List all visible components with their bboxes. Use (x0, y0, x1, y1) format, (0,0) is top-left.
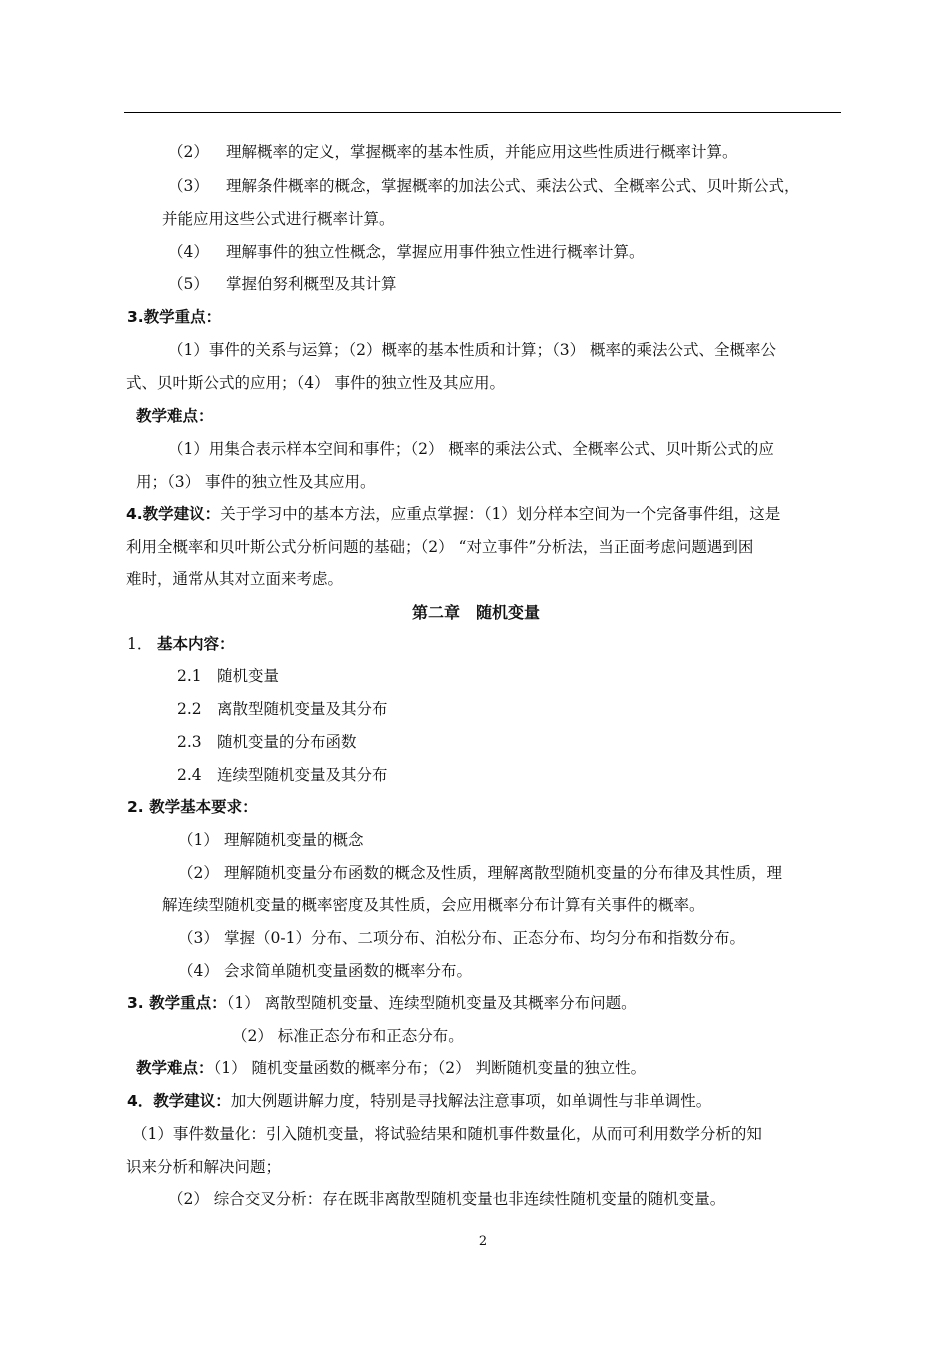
ch2-key-line-1: 3. 教学重点：（1） 离散型随机变量、连续型随机变量及其概率分布问题。 (127, 994, 637, 1012)
ch1-suggestion-label: 4.教学建议： (126, 505, 221, 523)
ch2-req-1: （1） 理解随机变量的概念 (178, 831, 364, 849)
ch1-req-2: （2） 理解概率的定义，掌握概率的基本性质，并能应用这些性质进行概率计算。 (168, 143, 738, 161)
ch1-req-3: （3） 理解条件概率的概念，掌握概率的加法公式、乘法公式、全概率公式、贝叶斯公式， (168, 177, 800, 195)
ch1-key-line-2: 式、贝叶斯公式的应用；（4） 事件的独立性及其应用。 (126, 374, 506, 392)
ch2-suggestion-line-3: （2） 综合交叉分析：存在既非离散型随机变量也非连续性随机变量的随机变量。 (168, 1190, 726, 1208)
ch2-suggestion-line-2: 识来分析和解决问题； (126, 1158, 282, 1176)
ch2-section-item: 2.3 随机变量的分布函数 (177, 733, 357, 751)
page-number: 2 (478, 1234, 488, 1249)
ch1-key-line-1: （1）事件的关系与运算；（2）概率的基本性质和计算；（3） 概率的乘法公式、全概率公 (168, 341, 777, 359)
ch2-suggestion-line-1: （1）事件数量化：引入随机变量，将试验结果和随机事件数量化，从而可利用数学分析的知 (132, 1125, 762, 1143)
ch2-suggestion-line: 4．教学建议：加大例题讲解力度，特别是寻找解法注意事项，如单调性与非单调性。 (127, 1092, 712, 1110)
ch1-key-label: 3.教学重点： (127, 308, 222, 326)
ch2-req-2: （2） 理解随机变量分布函数的概念及性质，理解离散型随机变量的分布律及其性质，理 (178, 864, 783, 882)
ch2-section-item: 2.2 离散型随机变量及其分布 (177, 700, 388, 718)
chapter-title: 第二章 随机变量 (411, 603, 540, 622)
ch1-suggestion-line-3: 难时，通常从其对立面来考虑。 (126, 570, 344, 588)
ch1-req-5: （5） 掌握伯努利概型及其计算 (168, 275, 397, 293)
ch1-req-4: （4） 理解事件的独立性概念，掌握应用事件独立性进行概率计算。 (168, 243, 645, 261)
ch1-req-3-cont: 并能应用这些公式进行概率计算。 (162, 210, 395, 228)
ch2-basic-heading: 1． 基本内容： (127, 635, 235, 653)
ch2-req-2-cont: 解连续型随机变量的概率密度及其性质，会应用概率分布计算有关事件的概率。 (162, 896, 705, 914)
ch1-difficulty-line-2: 用；（3） 事件的独立性及其应用。 (136, 473, 376, 491)
ch2-difficulty-line: 教学难点：（1） 随机变量函数的概率分布；（2） 判断随机变量的独立性。 (136, 1059, 647, 1077)
header-rule (124, 112, 841, 113)
ch2-key-label: 3. 教学重点： (127, 994, 227, 1012)
ch2-suggestion-label: 4．教学建议： (127, 1092, 231, 1110)
ch2-key-line-2: （2） 标准正态分布和正态分布。 (232, 1027, 464, 1045)
ch2-requirements-label: 2. 教学基本要求： (127, 798, 258, 816)
ch1-difficulty-label: 教学难点： (136, 407, 214, 425)
ch1-difficulty-line-1: （1）用集合表示样本空间和事件；（2） 概率的乘法公式、全概率公式、贝叶斯公式的应 (168, 440, 774, 458)
ch1-suggestion-line-1: 4.教学建议：关于学习中的基本方法，应重点掌握：（1）划分样本空间为一个完备事件组，这是 (126, 505, 781, 523)
ch1-suggestion-line-2: 利用全概率和贝叶斯公式分析问题的基础；（2） “对立事件”分析法，当正面考虑问题遇到困 (126, 538, 754, 556)
ch2-section-item: 2.4 连续型随机变量及其分布 (177, 766, 388, 784)
ch2-difficulty-label: 教学难点： (136, 1059, 214, 1077)
ch2-req-4: （4） 会求简单随机变量函数的概率分布。 (178, 962, 473, 980)
ch2-section-item: 2.1 随机变量 (177, 667, 280, 685)
ch2-req-3: （3） 掌握（0-1）分布、二项分布、泊松分布、正态分布、均匀分布和指数分布。 (178, 929, 745, 947)
